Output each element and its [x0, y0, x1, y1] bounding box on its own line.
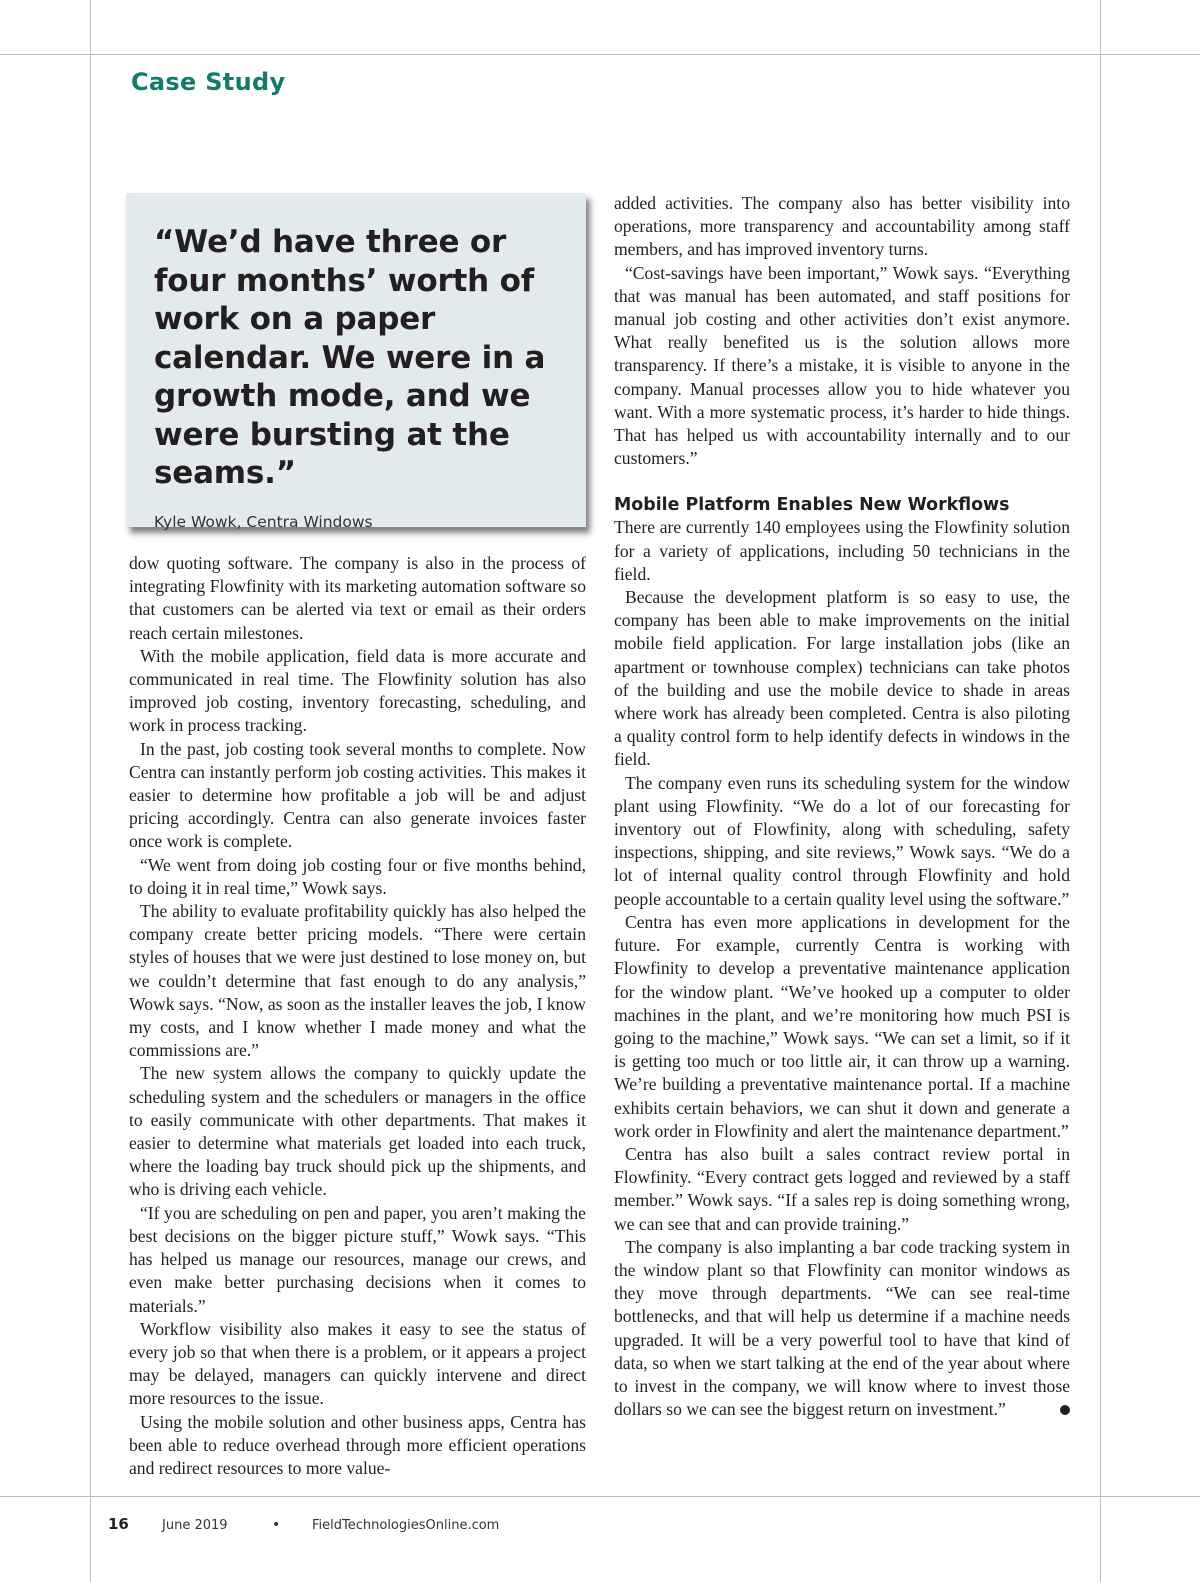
body-paragraph: added activities. The company also has better visibility into operations, more transparency and accountability among staff members, and has improved inventory turns. — [614, 193, 1070, 260]
body-paragraph: The ability to evaluate profitability quickly has also helped the company create better pricing models. “There were certain styles of houses that we were just destined to lose money on, but we couldn’t determine that fast enough to do any analysis,” Wowk says. “Now, as soon as the installer leaves the job, I know my costs, and I know whether I made money and what the commissions are.” — [129, 901, 586, 1061]
pull-quote-attribution: Kyle Wowk, Centra Windows — [154, 512, 373, 531]
article-column-left — [129, 552, 586, 1480]
body-paragraph: “Cost-savings have been important,” Wowk says. “Everything that was manual has been automated, and staff positions for manual job costing and other activities don’t exist anymore. What really benefited us is the solution allows more transparency. If there’s a mistake, it is visible to anyone in the company. Manual processes allow you to hide whatever you want. With a more systematic process, it’s harder to hide things. That has helped us with accountability internally and to our customers.” — [614, 262, 1070, 469]
page-number: 16 — [108, 1515, 129, 1533]
article-column-right — [614, 192, 1070, 1421]
trim-line-right — [1100, 0, 1101, 1582]
body-paragraph: Centra has also built a sales contract review portal in Flowfinity. “Every contract gets logged and reviewed by a staff member.” Wowk says. “If a sales rep is doing something wrong, we can see that and can provide training.” — [614, 1143, 1070, 1234]
body-paragraph-last-text: The company is also implanting a bar code tracking system in the window plant so that Flowfinity can monitor windows as they move through departments. “We can see real-time bottlenecks, and that will help us determine if a machine needs upgraded. It will be a very powerful tool to have that kind of data, so when we start talking at the end of the year about where to invest in the company, we will know where to invest those dollars so we can see the biggest return on investment.” — [614, 1236, 1070, 1420]
trim-line-left — [90, 0, 91, 1582]
body-paragraph: “If you are scheduling on pen and paper, you aren’t making the best decisions on the bigger picture stuff,” Wowk says. “This has helped us manage our resources, manage our crews, and even make better purchasing decisions when it comes to materials.” — [129, 1202, 586, 1316]
issue-date: June 2019 — [162, 1518, 228, 1533]
body-paragraph: In the past, job costing took several months to complete. Now Centra can instantly perform job costing activities. This makes it easier to determine how profitable a job will be and adjust pricing accordingly. Centra can also generate invoices faster once work is complete. — [129, 738, 586, 852]
page-footer — [108, 1515, 499, 1535]
body-paragraph-last — [614, 1236, 1070, 1422]
body-paragraph: There are currently 140 employees using the Flowfinity solution for a variety of applications, including 50 technicians in the field. — [614, 517, 1070, 584]
body-paragraph: The new system allows the company to quickly update the scheduling system and the schedulers or managers in the office to easily communicate with other departments. That makes it easier to determine what materials get loaded into each truck, where the loading bay truck should pick up the shipments, and who is driving each vehicle. — [129, 1063, 586, 1200]
footer-website: FieldTechnologiesOnline.com — [312, 1518, 500, 1533]
footer-separator: • — [272, 1517, 281, 1533]
body-paragraph: dow quoting software. The company is also in the process of integrating Flowfinity with its marketing automation software so that customers can be alerted via text or email as their orders reach certain milestones. — [129, 553, 586, 643]
pull-quote-box — [126, 193, 586, 531]
body-paragraph: Using the mobile solution and other business apps, Centra has been able to reduce overhead through more efficient operations and redirect resources to more value- — [129, 1411, 586, 1478]
trim-line-top — [0, 54, 1200, 55]
body-paragraph: Because the development platform is so easy to use, the company has been able to make improvements on the initial mobile field application. For large installation jobs (like an apartment or townhouse complex) technicians can take photos of the building and use the mobile device to shade in areas where work has already been completed. Centra is also piloting a quality control form to help identify defects in windows in the field. — [614, 587, 1070, 770]
body-paragraph: The company even runs its scheduling system for the window plant using Flowfinity. “We do a lot of our forecasting for inventory out of Flowfinity, along with scheduling, safety inspections, shipping, and site reviews,” Wowk says. “We do a lot of internal quality control through Flowfinity and hold people accountable to a certain quality level using the software.” — [614, 772, 1070, 909]
body-paragraph: Centra has even more applications in development for the future. For example, currently Centra is working with Flowfinity to develop a preventative maintenance application for the window plant. “We’ve hooked up a computer to older machines in the plant, and we’re monitoring how much PSI is going to the machine,” Wowk says. “We can set a limit, so if it is getting too much or too little air, it can throw up a warning. We’re building a preventative maintenance portal. If a machine exhibits certain behaviors, we can shut it down and generate a work order in Flowfinity and alert the maintenance department.” — [614, 911, 1070, 1141]
body-paragraph: “We went from doing job costing four or five months behind, to doing it in real time,” Wowk says. — [129, 854, 586, 898]
pull-quote-text: “We’d have three or four months’ worth of work on a paper calendar. We were in a growth mode, and we were bursting at the seams.” — [154, 224, 546, 491]
end-of-article-icon — [1060, 1405, 1070, 1415]
article-subhead: Mobile Platform Enables New Workflows — [614, 495, 1010, 516]
body-paragraph: With the mobile application, field data is more accurate and communicated in real time. The Flowfinity solution has also improved job costing, inventory forecasting, scheduling, and work in process tracking. — [129, 645, 586, 736]
body-paragraph: Workflow visibility also makes it easy to see the status of every job so that when there is a problem, or it appears a project may be delayed, managers can quickly intervene and direct more resources to the issue. — [129, 1318, 586, 1409]
section-label: Case Study — [131, 68, 286, 96]
trim-line-bottom — [0, 1496, 1200, 1497]
